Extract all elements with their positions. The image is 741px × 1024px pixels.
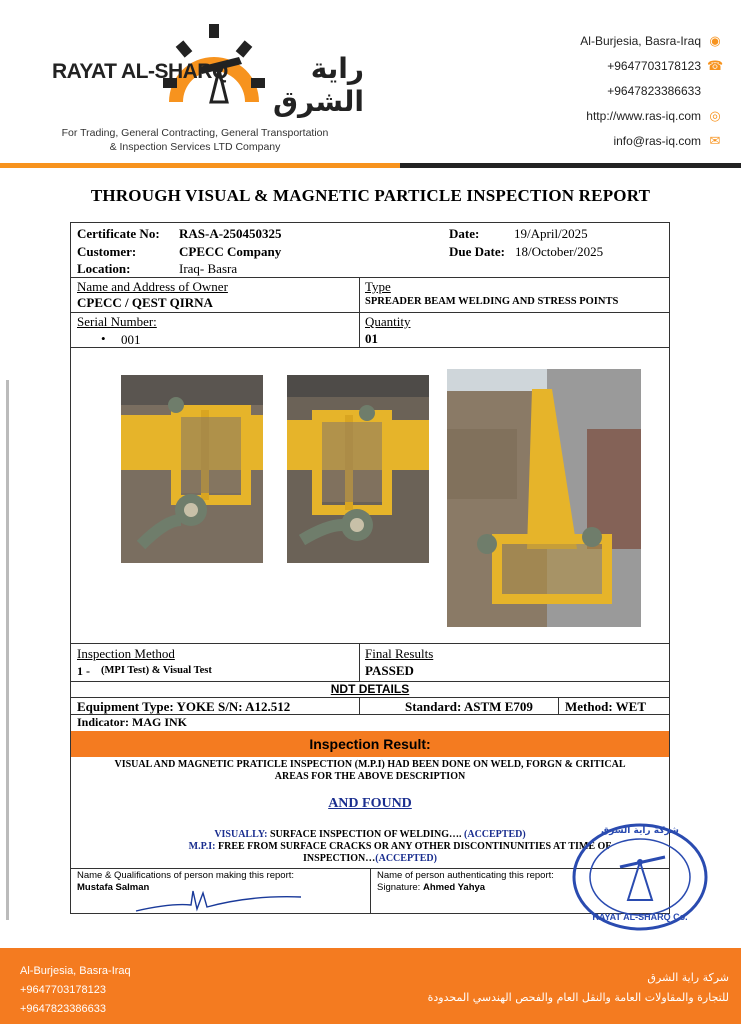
authenticator-name: Ahmed Yahya bbox=[422, 882, 486, 893]
phone-icon: ☎ bbox=[707, 57, 724, 73]
quantity-label: Quantity bbox=[365, 314, 411, 329]
company-tagline bbox=[20, 126, 370, 154]
contact-email bbox=[580, 128, 723, 153]
contact-list bbox=[580, 28, 723, 153]
footer-arabic-line-1: شركة راية الشرق bbox=[647, 971, 729, 984]
footer-contacts bbox=[20, 962, 131, 1019]
envelope-icon: ✉ bbox=[709, 132, 721, 148]
inspection-method-number: 1 - bbox=[77, 664, 90, 678]
contact-phone-1 bbox=[580, 53, 723, 78]
certificate-label: Certificate No: bbox=[77, 226, 160, 241]
phone-text-2: +9647823386633 bbox=[607, 83, 701, 98]
inspection-method-label: Inspection Method bbox=[77, 646, 175, 661]
customer-value: CPECC Company bbox=[179, 244, 282, 259]
final-results-value: PASSED bbox=[365, 663, 414, 678]
certificate-value: RAS-A-250450325 bbox=[179, 226, 282, 241]
photo-spreader-beam-full bbox=[447, 369, 641, 627]
quantity-value: 01 bbox=[365, 331, 378, 346]
serial-label: Serial Number: bbox=[77, 314, 157, 329]
header-rule-black bbox=[400, 163, 741, 168]
indicator: Indicator: MAG INK bbox=[77, 715, 187, 729]
tagline-line-1: For Trading, General Contracting, General Transportation bbox=[61, 127, 329, 139]
owner-label: Name and Address of Owner bbox=[77, 279, 228, 294]
letterhead bbox=[0, 0, 741, 170]
stamp-top-text: شركة راية الشرق bbox=[601, 826, 679, 836]
photo-spreader-beam-end-1 bbox=[121, 375, 263, 563]
tagline-line-2: & Inspection Services LTD Company bbox=[109, 141, 281, 153]
mpi-finding-cont: INSPECTION…(ACCEPTED) bbox=[303, 853, 437, 864]
type-label: Type bbox=[365, 279, 391, 294]
maker-label: Name & Qualifications of person making this report: bbox=[77, 870, 295, 881]
location-label: Location: bbox=[77, 261, 131, 276]
inspection-result-header: Inspection Result: bbox=[71, 731, 669, 757]
customer-label: Customer: bbox=[77, 244, 137, 259]
due-date-label: Due Date: bbox=[449, 244, 505, 259]
company-stamp bbox=[570, 822, 710, 932]
location-value: Iraq- Basra bbox=[179, 261, 238, 276]
ndt-details-title: NDT DETAILS bbox=[330, 682, 410, 696]
mpi-finding: M.P.I: FREE FROM SURFACE CRACKS OR ANY OTHER DISCONTINUNITIES AT TIME OF bbox=[188, 841, 612, 852]
maker-signature bbox=[131, 883, 311, 917]
final-results-label: Final Results bbox=[365, 646, 434, 661]
report-title: THROUGH VISUAL & MAGNETIC PARTICLE INSPECTION REPORT bbox=[90, 186, 651, 205]
footer-address: Al-Burjesia, Basra-Iraq bbox=[20, 965, 131, 977]
stamp-bottom-text: RAYAT AL-SHARQ Co. bbox=[592, 912, 688, 922]
date-label: Date: bbox=[449, 226, 480, 241]
type-value: SPREADER BEAM WELDING AND STRESS POINTS bbox=[365, 296, 619, 307]
contact-phone-2 bbox=[580, 78, 723, 103]
brand-name-arabic: راية الشرق bbox=[272, 52, 364, 118]
company-logo bbox=[44, 22, 364, 132]
email-link[interactable]: info@ras-iq.com bbox=[613, 133, 701, 148]
due-date-value: 18/October/2025 bbox=[515, 244, 604, 259]
header-rule-orange bbox=[0, 163, 400, 168]
serial-bullet: • bbox=[101, 331, 106, 346]
serial-value: 001 bbox=[121, 332, 141, 347]
owner-value: CPECC / QEST QIRNA bbox=[77, 295, 213, 310]
and-found: AND FOUND bbox=[328, 796, 412, 811]
inspection-report-table bbox=[70, 222, 670, 914]
authenticator-label: Name of person authenticating this report: bbox=[377, 870, 554, 881]
authenticator-line: Signature: Ahmed Yahya bbox=[377, 882, 486, 893]
address-text: Al-Burjesia, Basra-Iraq bbox=[580, 33, 701, 48]
page-scrollbar[interactable] bbox=[6, 380, 9, 920]
globe-icon: ◎ bbox=[709, 107, 721, 123]
visual-finding: VISUALLY: SURFACE INSPECTION OF WELDING…. (ACCEPTED) bbox=[214, 829, 526, 840]
inspection-method-value: (MPI Test) & Visual Test bbox=[101, 665, 212, 676]
website-link[interactable]: http://www.ras-iq.com bbox=[586, 108, 701, 123]
footer-phone-1: +9647703178123 bbox=[20, 984, 106, 996]
location-pin-icon: ◉ bbox=[709, 32, 721, 48]
result-line-1: VISUAL AND MAGNETIC PRATICLE INSPECTION (M.P.I) HAD BEEN DONE ON WELD, FORGN & CRITICAL bbox=[114, 759, 626, 770]
result-line-2: AREAS FOR THE ABOVE DESCRIPTION bbox=[274, 771, 466, 782]
result-description bbox=[71, 759, 669, 783]
standard: Standard: ASTM E709 bbox=[405, 699, 533, 714]
equipment-type: Equipment Type: YOKE S/N: A12.512 bbox=[77, 699, 291, 714]
contact-website bbox=[580, 103, 723, 128]
footer-arabic-line-2: للتجارة والمقاولات العامة والنقل العام والفحص الهندسي المحدودة bbox=[427, 991, 729, 1004]
maker-name: Mustafa Salman bbox=[77, 882, 150, 893]
footer-arabic bbox=[428, 968, 729, 1008]
date-value: 19/April/2025 bbox=[514, 226, 588, 241]
brand-name-english: RAYAT AL-SHARQ bbox=[52, 60, 228, 83]
contact-address bbox=[580, 28, 723, 53]
page-footer bbox=[0, 948, 741, 1024]
method-wet: Method: WET bbox=[565, 699, 647, 714]
phone-text-1: +9647703178123 bbox=[607, 58, 701, 73]
photo-spreader-beam-end-2 bbox=[287, 375, 429, 563]
footer-phone-2: +9647823386633 bbox=[20, 1003, 106, 1015]
